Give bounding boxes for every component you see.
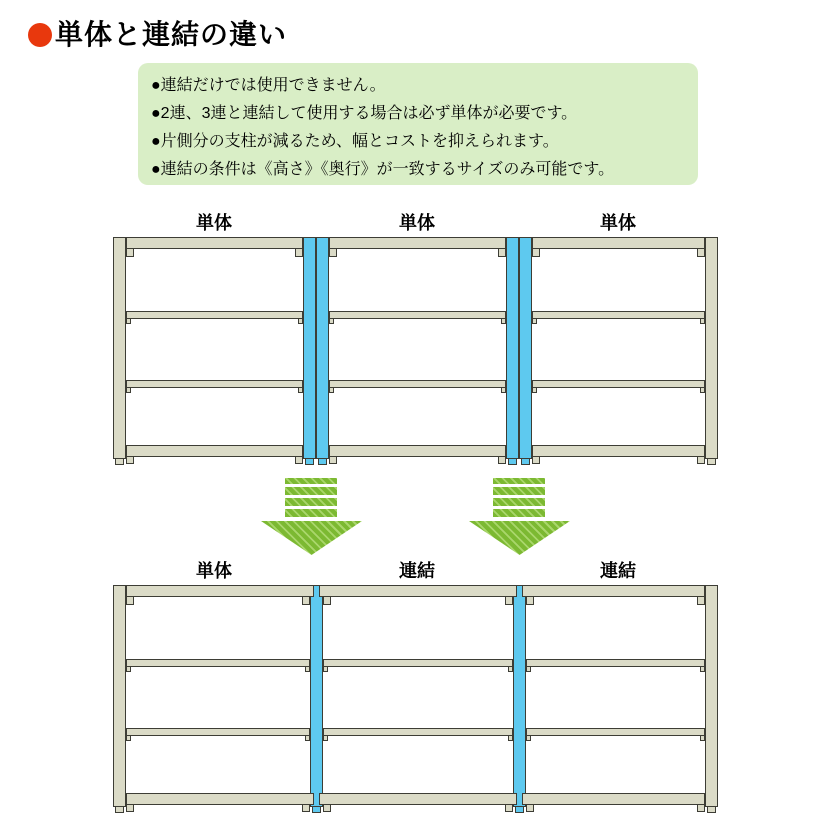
shelf: [323, 728, 513, 736]
arrow-bar: [285, 478, 337, 484]
top-beam: [532, 237, 705, 249]
bottom-beam: [522, 793, 705, 805]
beam-bracket: [126, 248, 134, 257]
shelf-bracket: [532, 318, 537, 324]
beam-bracket: [126, 596, 134, 605]
down-arrow-icon: [469, 478, 570, 555]
post-foot: [515, 806, 524, 813]
page-title-text: 単体と連結の違い: [55, 19, 288, 50]
shelf-bracket: [126, 318, 131, 324]
connected-units-diagram: [113, 561, 718, 813]
beam-bracket: [697, 596, 705, 605]
beam-bracket: [505, 804, 513, 812]
shelf: [526, 728, 705, 736]
shelf: [126, 659, 310, 667]
top-beam: [126, 237, 303, 249]
shelf: [329, 311, 506, 319]
shelf-bracket: [126, 735, 131, 741]
arrow-bar: [493, 498, 545, 506]
shelf-bracket: [305, 666, 310, 672]
shelf: [329, 380, 506, 388]
frame-post: [113, 237, 126, 459]
connector-post: [519, 237, 532, 459]
connector-post: [303, 237, 316, 459]
beam-bracket: [526, 804, 534, 812]
beam-bracket: [697, 248, 705, 257]
shelf: [532, 311, 705, 319]
top-beam: [329, 237, 506, 249]
arrow-bar: [493, 509, 545, 517]
shelf-bracket: [305, 735, 310, 741]
bottom-beam: [126, 793, 314, 805]
beam-bracket: [295, 248, 303, 257]
shelf-bracket: [126, 666, 131, 672]
unit-label: 単体: [399, 213, 435, 233]
beam-bracket: [697, 804, 705, 812]
beam-bracket: [126, 804, 134, 812]
post-foot: [305, 458, 314, 465]
shelf: [126, 380, 303, 388]
beam-bracket: [329, 456, 337, 464]
note-line-1: ●連結だけでは使用できません。: [151, 77, 386, 94]
page-title: [28, 20, 287, 50]
top-beam: [126, 585, 314, 597]
shelf-bracket: [323, 735, 328, 741]
arrow-bar: [285, 498, 337, 506]
unit-label: 単体: [196, 213, 232, 233]
arrow-head: [261, 521, 362, 555]
unit-label: 連結: [600, 561, 636, 581]
post-foot: [115, 458, 124, 465]
shelf-bracket: [501, 387, 506, 393]
beam-bracket: [323, 596, 331, 605]
top-beam: [522, 585, 705, 597]
frame-post: [705, 585, 718, 807]
shelf-bracket: [700, 735, 705, 741]
beam-bracket: [126, 456, 134, 464]
bottom-beam: [329, 445, 506, 457]
shelf-bracket: [508, 666, 513, 672]
post-foot: [707, 458, 716, 465]
connector-post: [506, 237, 519, 459]
shelf: [323, 659, 513, 667]
unit-label: 連結: [399, 561, 435, 581]
beam-bracket: [498, 248, 506, 257]
post-foot: [508, 458, 517, 465]
bottom-beam: [532, 445, 705, 457]
beam-bracket: [302, 804, 310, 812]
shelf: [532, 380, 705, 388]
post-foot: [318, 458, 327, 465]
arrow-bar: [285, 487, 337, 495]
beam-bracket: [526, 596, 534, 605]
shelf-bracket: [700, 666, 705, 672]
post-foot: [521, 458, 530, 465]
shelf-bracket: [501, 318, 506, 324]
standalone-units-diagram: [113, 213, 718, 465]
beam-bracket: [498, 456, 506, 464]
beam-bracket: [532, 248, 540, 257]
shelf-bracket: [526, 666, 531, 672]
top-beam: [319, 585, 517, 597]
shelf-bracket: [298, 318, 303, 324]
shelf: [526, 659, 705, 667]
shelf-bracket: [508, 735, 513, 741]
arrow-bar: [285, 509, 337, 517]
shelf: [126, 311, 303, 319]
arrow-bar: [493, 487, 545, 495]
red-bullet-icon: [28, 23, 52, 47]
shelf-bracket: [126, 387, 131, 393]
bottom-beam: [319, 793, 517, 805]
arrow-bar: [493, 478, 545, 484]
beam-bracket: [329, 248, 337, 257]
shelf-bracket: [700, 318, 705, 324]
note-line-2: ●2連、3連と連結して使用する場合は必ず単体が必要です。: [151, 105, 578, 122]
shelf-bracket: [700, 387, 705, 393]
beam-bracket: [323, 804, 331, 812]
down-arrow-icon: [261, 478, 362, 555]
note-line-4: ●連結の条件は《高さ》《奥行》が一致するサイズのみ可能です。: [151, 161, 615, 178]
beam-bracket: [302, 596, 310, 605]
unit-label: 単体: [600, 213, 636, 233]
frame-post: [113, 585, 126, 807]
shelf-bracket: [298, 387, 303, 393]
shelf-bracket: [526, 735, 531, 741]
beam-bracket: [295, 456, 303, 464]
arrow-head: [469, 521, 570, 555]
shelf-bracket: [323, 666, 328, 672]
beam-bracket: [532, 456, 540, 464]
bottom-beam: [126, 445, 303, 457]
frame-post: [705, 237, 718, 459]
post-foot: [312, 806, 321, 813]
post-foot: [707, 806, 716, 813]
shelf: [126, 728, 310, 736]
unit-label: 単体: [196, 561, 232, 581]
beam-bracket: [505, 596, 513, 605]
notes-box: [138, 63, 698, 185]
connector-post: [513, 585, 526, 807]
shelf-bracket: [329, 318, 334, 324]
connector-post: [310, 585, 323, 807]
shelf-bracket: [329, 387, 334, 393]
post-foot: [115, 806, 124, 813]
note-line-3: ●片側分の支柱が減るため、幅とコストを抑えられます。: [151, 133, 559, 150]
shelf-bracket: [532, 387, 537, 393]
connector-post: [316, 237, 329, 459]
beam-bracket: [697, 456, 705, 464]
